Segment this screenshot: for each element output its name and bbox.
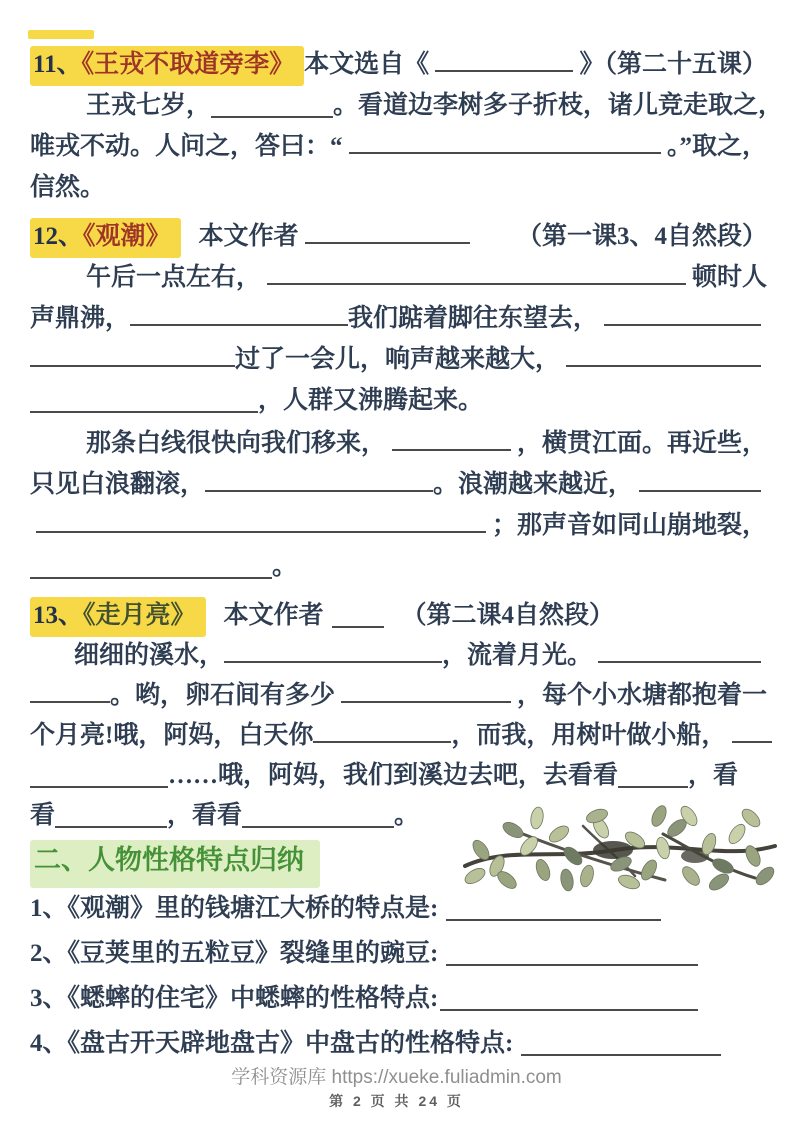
q12-p1-line3 — [30, 339, 767, 380]
section-2-title: 人物性格特点归纳 — [88, 845, 304, 875]
q12-p2-line3 — [30, 505, 767, 546]
q12-title: 《观潮》 — [83, 223, 171, 250]
footer-site-url[interactable]: 学科资源库 https://xueke.fuliadmin.com — [231, 1067, 562, 1088]
fill-in-blank[interactable] — [30, 341, 235, 367]
book-title: 《蟋蟀的住宅》 — [67, 985, 231, 1012]
fill-in-blank[interactable] — [341, 677, 511, 703]
q13-text: ……哦，阿妈，我们到溪边去吧，去看看 — [168, 762, 619, 789]
fill-in-blank[interactable] — [566, 341, 761, 367]
fill-in-blank[interactable] — [30, 387, 258, 413]
book-title: 《观潮》 — [67, 895, 156, 922]
fill-in-blank[interactable] — [440, 985, 698, 1011]
q12-p1-line4 — [30, 380, 767, 421]
q12-text: ，人群又沸腾起来。 — [258, 387, 484, 414]
q11-text-3a: 唯戎不动。人问之，答曰：“ — [30, 133, 343, 160]
fill-in-blank[interactable] — [205, 466, 433, 492]
fill-in-blank[interactable] — [30, 553, 272, 579]
q13-text: ，流着月光。 — [442, 642, 593, 669]
q11-line1 — [30, 44, 767, 85]
fill-in-blank[interactable] — [36, 507, 486, 533]
q11-text-2a: 王戎七岁， — [86, 92, 212, 119]
q13-line1 — [30, 636, 767, 676]
q13-title: 《走月亮》 — [83, 602, 196, 629]
q12-text: 那条白线很快向我们移来， — [86, 430, 387, 457]
book-title: 《盘古开天辟地盘古》 — [67, 1030, 306, 1057]
fill-in-blank[interactable] — [604, 300, 761, 326]
fill-in-blank[interactable] — [349, 128, 661, 154]
fill-in-blank[interactable] — [267, 259, 686, 285]
q11-line2 — [30, 85, 784, 126]
q11-text-4: 信然。 — [30, 174, 106, 201]
cutoff-highlight-mark — [28, 30, 94, 39]
fill-in-blank[interactable] — [618, 762, 688, 788]
q12-text: 。 — [272, 553, 298, 580]
q11-text-2b: 。看道边李树多子折枝，诸儿竞走取之， — [333, 92, 784, 119]
fill-in-blank[interactable] — [313, 717, 451, 743]
q13-text: ，而我，用树叶做小船， — [451, 722, 727, 749]
q11-line3 — [30, 126, 767, 167]
q12-ref: （第一课3、4自然段） — [516, 223, 767, 250]
q13-text: ，看看 — [167, 802, 243, 829]
q13-line2 — [30, 676, 767, 716]
q11-number: 11、 — [33, 51, 82, 78]
q13-line4 — [30, 756, 767, 796]
q12-text: 顿时人 — [691, 264, 767, 291]
q11-text-1b: 》（第二十五课） — [579, 51, 767, 78]
fill-in-blank[interactable] — [392, 425, 511, 451]
book-title: 《豆荚里的五粒豆》 — [67, 940, 281, 967]
fill-in-blank[interactable] — [598, 637, 761, 663]
q13-text: ，看 — [688, 762, 739, 789]
q13-header — [30, 595, 767, 636]
section-2-item-3 — [30, 976, 767, 1021]
q13-text: ，每个小水塘都抱着一 — [516, 682, 767, 709]
q13-text: 。 — [394, 802, 420, 829]
question-13 — [30, 595, 767, 836]
fill-in-blank[interactable] — [211, 92, 333, 118]
q11-highlight — [30, 46, 304, 86]
fill-in-blank[interactable] — [332, 602, 384, 628]
q12-text: 只见白浪翻滚， — [30, 471, 206, 498]
main-content — [30, 44, 784, 836]
fill-in-blank[interactable] — [521, 1030, 721, 1056]
q12-p2-line2 — [30, 464, 767, 505]
fill-in-blank[interactable] — [30, 762, 168, 788]
q13-number: 13、 — [33, 602, 84, 629]
q13-text: 个月亮!哦，阿妈，白天你 — [30, 722, 314, 749]
q12-p2-line1 — [30, 423, 767, 464]
section-2-item-4 — [30, 1021, 767, 1066]
q13-ref: （第二课4自然段） — [401, 602, 615, 629]
section-2-item-2 — [30, 931, 767, 976]
q11-line4 — [30, 167, 767, 208]
section-2-number: 二、 — [34, 845, 88, 875]
q12-text: ；那声音如同山崩地裂， — [491, 512, 767, 539]
q13-author-label: 本文作者 — [223, 602, 324, 629]
q12-header — [30, 216, 767, 257]
page-footer — [0, 1062, 793, 1111]
q12-text: 。浪潮越来越近， — [433, 471, 634, 498]
q13-text: 。哟，卵石间有多少 — [110, 682, 336, 709]
q13-line3 — [30, 716, 767, 756]
fill-in-blank[interactable] — [55, 802, 167, 828]
q13-text: 细细的溪水， — [74, 642, 225, 669]
fill-in-blank[interactable] — [435, 46, 573, 72]
q12-number: 12、 — [33, 223, 84, 250]
fill-in-blank[interactable] — [242, 802, 394, 828]
item-text: 中盘古的性格特点: — [305, 1030, 514, 1057]
fill-in-blank[interactable] — [639, 466, 761, 492]
item-text: 里的钱塘江大桥的特点是: — [155, 895, 439, 922]
q12-text: 过了一会儿，响声越来越大， — [235, 346, 561, 373]
item-text: 裂缝里的豌豆: — [280, 940, 439, 967]
q12-p1-line1 — [30, 257, 767, 298]
question-11 — [30, 44, 784, 208]
item-number: 3、 — [30, 985, 68, 1012]
q13-highlight — [30, 597, 206, 637]
q12-text: 午后一点左右， — [86, 264, 262, 291]
q13-text: 看 — [30, 802, 56, 829]
fill-in-blank[interactable] — [130, 300, 348, 326]
item-text: 中蟋蟀的性格特点: — [230, 985, 439, 1012]
q12-text: ，横贯江面。再近些， — [516, 430, 767, 457]
fill-in-blank[interactable] — [30, 677, 110, 703]
item-number: 1、 — [30, 895, 68, 922]
item-number: 4、 — [30, 1030, 68, 1057]
footer-page-number: 第 2 页 共 24 页 — [329, 1093, 464, 1109]
q12-text: 我们踮着脚往东望去， — [348, 305, 599, 332]
q12-author-label: 本文作者 — [198, 223, 299, 250]
fill-in-blank[interactable] — [446, 940, 698, 966]
question-12 — [30, 216, 767, 587]
q12-text: 声鼎沸， — [30, 305, 131, 332]
q11-text-1a: 本文选自《 — [304, 51, 430, 78]
q11-text-3b: 。”取之， — [666, 133, 767, 160]
q12-p1-line2 — [30, 298, 767, 339]
branch-with-leaves-decoration — [463, 804, 777, 906]
q12-p2-line4 — [30, 546, 767, 587]
fill-in-blank[interactable] — [224, 637, 442, 663]
q11-title: 《王戎不取道旁李》 — [81, 51, 295, 78]
section-2-highlight — [30, 840, 320, 888]
q12-highlight — [30, 218, 181, 258]
item-number: 2、 — [30, 940, 68, 967]
fill-in-blank[interactable] — [732, 717, 772, 743]
fill-in-blank[interactable] — [305, 218, 470, 244]
